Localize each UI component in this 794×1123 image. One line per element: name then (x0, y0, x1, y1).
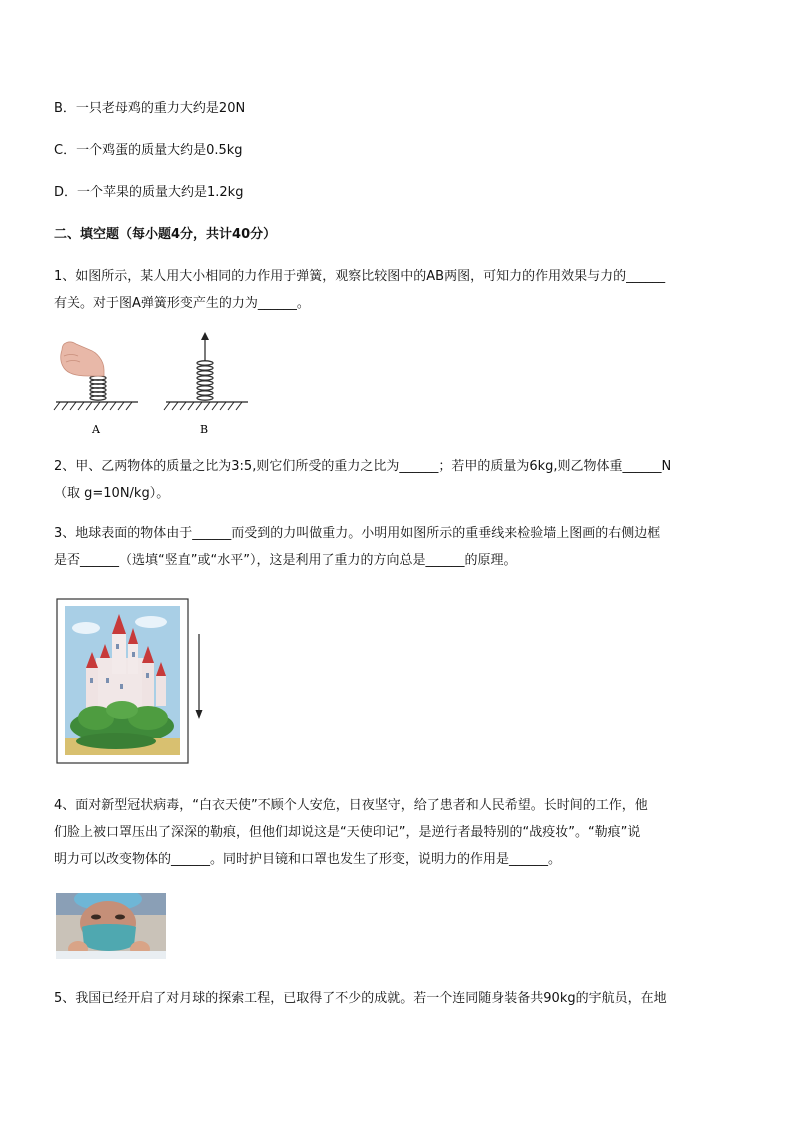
question-3-line-1: 3、地球表面的物体由于______而受到的力叫做重力。小明用如图所示的重垂线来检验墙上图画的右侧边框 (54, 526, 661, 541)
question-4-line-2: 们脸上被口罩压出了深深的勒痕，但他们却说这是“天使印记”，是逆行者最特别的“战疫妆”。“勒痕”说 (54, 825, 641, 840)
question-2-line-2: （取 g=10N/kg）。 (54, 486, 170, 501)
question-2 (54, 453, 744, 507)
label-b: B (200, 423, 209, 436)
question-3 (54, 520, 744, 574)
nurse-photo (56, 893, 166, 959)
hand-icon (61, 342, 104, 376)
section-title: 二、填空题（每小题4分，共计40分） (54, 227, 277, 242)
label-a: A (92, 423, 100, 436)
question-2-line-1: 2、甲、乙两物体的质量之比为3:5,则它们所受的重力之比为______；若甲的质量为6kg,则乙物体重______N (54, 459, 672, 474)
nurse-photo-image (56, 893, 166, 959)
spring-diagram (52, 330, 257, 440)
question-4-line-1: 4、面对新型冠状病毒，“白衣天使”不顾个人安危，日夜坚守，给了患者和人民希望。长时间的工作，他 (54, 798, 648, 813)
question-1-line-1: 1、如图所示，某人用大小相同的力作用于弹簧，观察比较图中的AB两图，可知力的作用效果与力的______ (54, 269, 666, 284)
spring-a (90, 376, 106, 400)
arrow-down-icon (196, 710, 203, 719)
arrow-up-icon (201, 332, 209, 340)
ground-b-hatch (164, 402, 242, 410)
question-5 (54, 985, 744, 1012)
question-3-line-2: 是否______（选填“竖直”或“水平”），这是利用了重力的方向总是______的原理。 (54, 553, 517, 568)
question-4-line-3: 明力可以改变物体的______。同时护目镜和口罩也发生了形变，说明力的作用是______。 (54, 852, 562, 867)
ground-a-hatch (54, 402, 132, 410)
question-1-line-2: 有关。对于图A弹簧形变产生的力为______。 (54, 296, 310, 311)
question-5-line-1: 5、我国已经开启了对月球的探索工程，已取得了不少的成就。若一个连同随身装备共90kg的宇航员，在地 (54, 991, 667, 1006)
option-c: C．一个鸡蛋的质量大约是0.5kg (54, 143, 243, 158)
painting-figure (56, 598, 216, 766)
question-1 (54, 263, 744, 317)
spring-b (197, 361, 213, 400)
castle-painting-image (56, 598, 216, 766)
question-4 (54, 792, 744, 873)
spring-figure (52, 330, 257, 440)
option-d: D．一个苹果的质量大约是1.2kg (54, 185, 244, 200)
option-b: B．一只老母鸡的重力大约是20N (54, 101, 246, 116)
